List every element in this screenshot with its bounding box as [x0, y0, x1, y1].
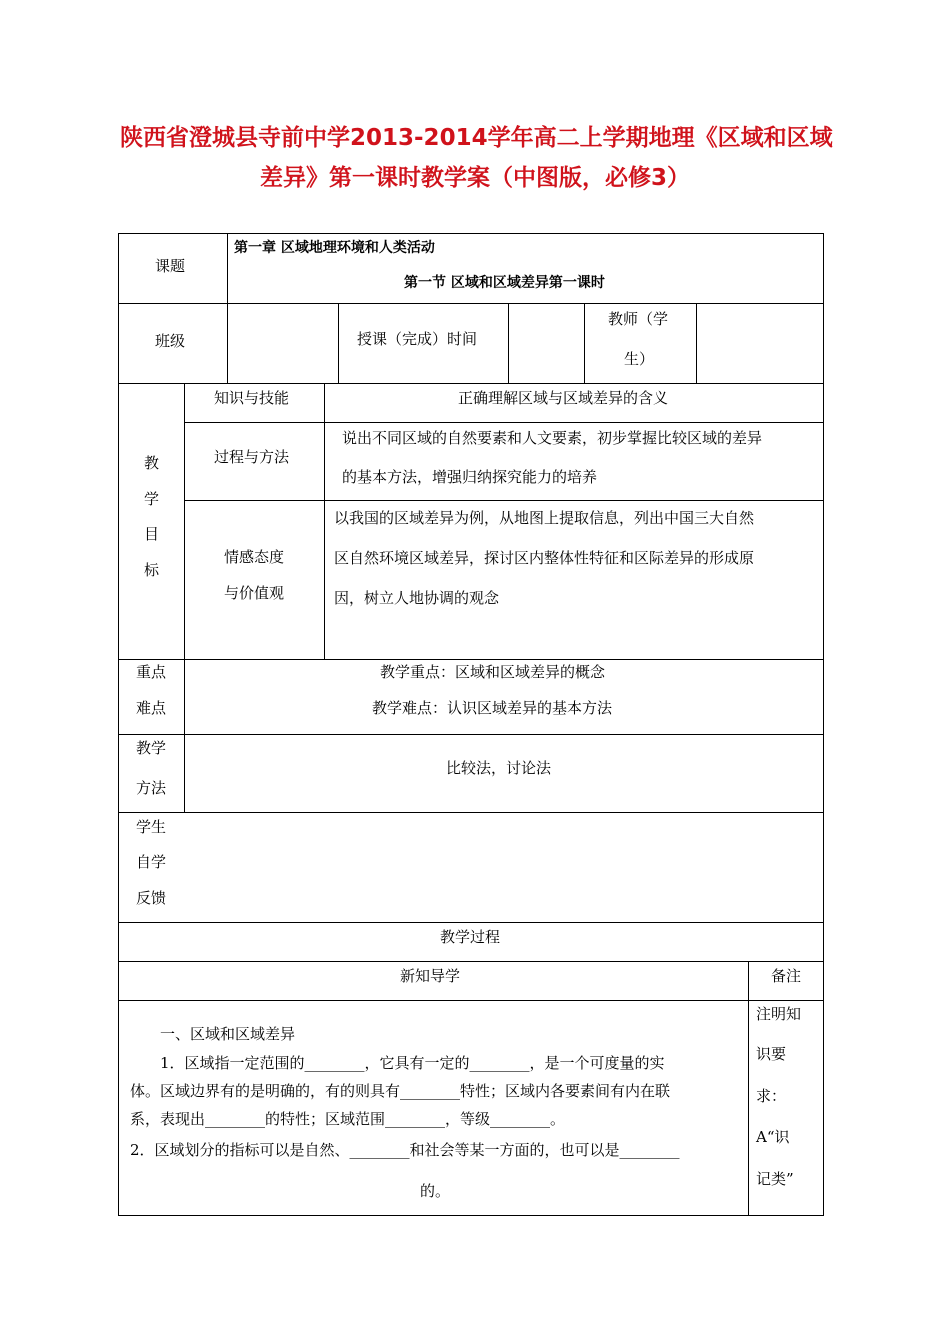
knowledge-text: 正确理解区域与区域差异的含义	[458, 389, 669, 407]
feedback-label-line-1: 学生	[136, 818, 167, 836]
row-divider	[118, 1000, 824, 1001]
emotion-label-line-2: 与价值观	[224, 584, 285, 602]
process-label: 过程与方法	[214, 448, 290, 466]
new-knowledge-header: 新知导学	[400, 967, 461, 985]
note-line-1: 注明知	[756, 1005, 802, 1023]
topic-label: 课题	[155, 257, 186, 275]
col-divider	[748, 961, 749, 1216]
border-left	[118, 233, 119, 1216]
col-divider	[696, 303, 697, 384]
document-title	[120, 118, 833, 198]
row-divider	[118, 303, 824, 304]
section-title: 第一节 区域和区域差异第一课时	[404, 275, 605, 291]
row-divider	[118, 734, 824, 735]
item1-line-2: 体。区域边界有的是明确的，有的则具有________特性；区域内各要素间有内在联	[130, 1082, 671, 1100]
col-divider	[184, 383, 185, 813]
emotion-text-line-2: 区自然环境区域差异，探讨区内整体性特征和区际差异的形成原	[334, 549, 755, 567]
col-divider	[227, 233, 228, 384]
objectives-label-char: 学	[144, 490, 160, 508]
note-line-2: 识要	[756, 1045, 787, 1063]
process-text-line-2: 的基本方法，增强归纳探究能力的培养	[342, 468, 598, 486]
border-top	[118, 233, 824, 234]
title-line-1: 陕西省澄城县寺前中学2013-2014学年高二上学期地理《区域和区域	[120, 125, 833, 151]
col-divider	[508, 303, 509, 384]
process-text-line-1: 说出不同区域的自然要素和人文要素，初步掌握比较区域的差异	[342, 429, 763, 447]
emotion-text-line-1: 以我国的区域差异为例，从地图上提取信息，列出中国三大自然	[334, 509, 755, 527]
col-divider	[584, 303, 585, 384]
note-line-3: 求：	[756, 1087, 787, 1105]
item1-line-3: 系，表现出________的特性；区域范围________，等级________。	[130, 1110, 566, 1128]
feedback-label-line-3: 反馈	[136, 889, 167, 907]
focus-label-line-1: 重点	[136, 663, 167, 681]
method-value: 比较法，讨论法	[446, 759, 552, 777]
teaching-process-header: 教学过程	[440, 928, 501, 946]
note-line-5: 记类”	[756, 1170, 794, 1188]
item2-line-2: 的。	[420, 1182, 451, 1200]
knowledge-label: 知识与技能	[214, 389, 290, 407]
notes-header: 备注	[771, 967, 802, 985]
teacher-label-line-2: 生）	[624, 350, 655, 368]
emotion-text-line-3: 因，树立人地协调的观念	[334, 589, 500, 607]
objectives-label-char: 标	[144, 561, 160, 579]
difficulty-text: 教学难点：认识区域差异的基本方法	[372, 699, 613, 717]
focus-label-line-2: 难点	[136, 699, 167, 717]
item1-line-1: 1．区域指一定范围的________，它具有一定的________，是一个可度量的实	[160, 1054, 665, 1072]
row-divider	[184, 500, 824, 501]
objectives-label-char: 教	[144, 454, 160, 472]
time-label: 授课（完成）时间	[357, 330, 478, 348]
border-bottom	[118, 1215, 824, 1216]
objectives-label-char: 目	[144, 525, 160, 543]
method-label-line-1: 教学	[136, 739, 167, 757]
border-right	[823, 233, 824, 1216]
title-line-2: 差异》第一课时教学案（中图版，必修3）	[259, 165, 690, 191]
item2-line-1: 2．区域划分的指标可以是自然、________和社会等某一方面的，也可以是________	[130, 1141, 680, 1159]
row-divider	[118, 383, 824, 384]
teacher-label-line-1: 教师（学	[608, 310, 669, 328]
emotion-label-line-1: 情感态度	[224, 548, 285, 566]
col-divider	[324, 383, 325, 660]
class-label: 班级	[155, 332, 186, 350]
section-heading: 一、区域和区域差异	[160, 1025, 296, 1043]
row-divider	[118, 659, 824, 660]
row-divider	[118, 961, 824, 962]
row-divider	[118, 812, 824, 813]
chapter-title: 第一章 区域地理环境和人类活动	[234, 240, 435, 256]
method-label-line-2: 方法	[136, 779, 167, 797]
row-divider	[184, 422, 824, 423]
row-divider	[118, 922, 824, 923]
note-line-4: A“识	[756, 1128, 790, 1146]
feedback-label-line-2: 自学	[136, 853, 167, 871]
col-divider	[338, 303, 339, 384]
key-point-text: 教学重点：区域和区域差异的概念	[380, 663, 606, 681]
